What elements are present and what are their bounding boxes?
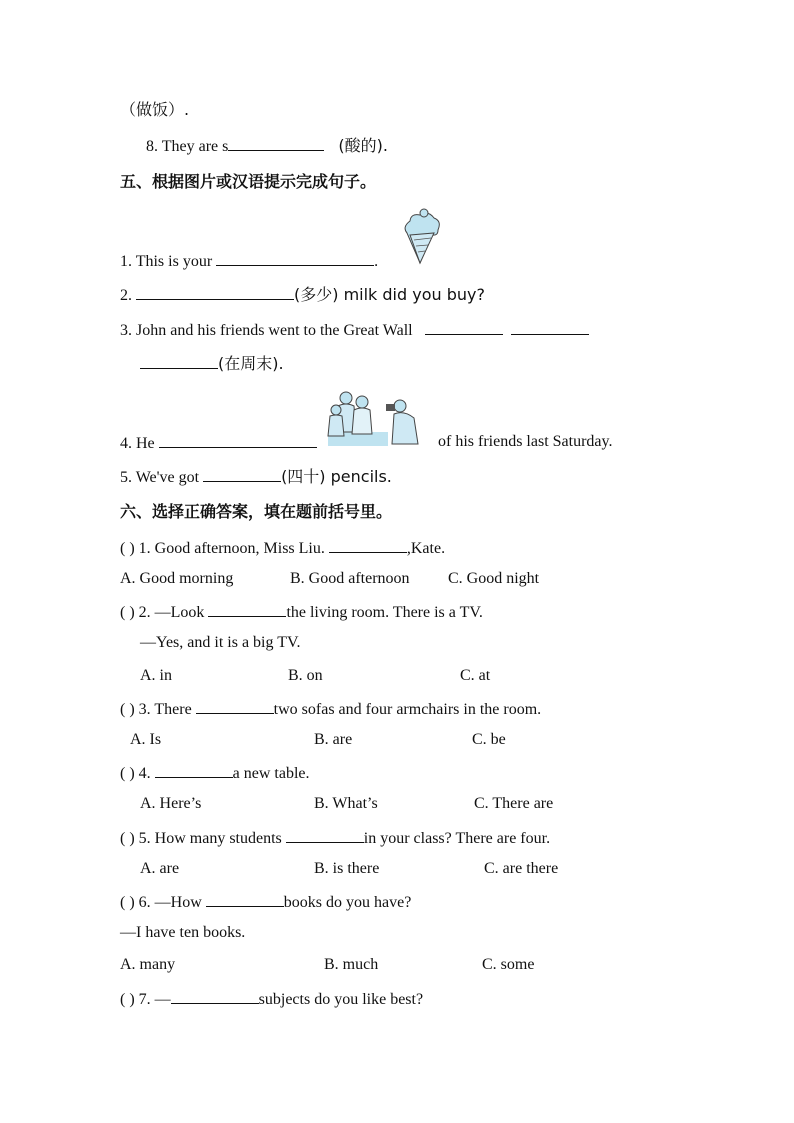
mc-question-stem-end: books do you have?	[283, 894, 412, 911]
s5-question-4-end: of his friends last Saturday.	[438, 433, 613, 450]
answer-blank[interactable]	[425, 319, 503, 335]
section-6-heading: 六、选择正确答案，填在题前括号里。	[120, 502, 393, 521]
mc-question-stem: ( ) 4.	[120, 765, 151, 782]
option-a[interactable]: A. Is	[130, 731, 162, 748]
question-8-hint: (酸的).	[338, 136, 388, 155]
mc-question-7	[120, 988, 423, 1010]
option-b[interactable]: B. What’s	[314, 795, 378, 812]
answer-blank[interactable]	[196, 698, 274, 714]
s5-question-4-text: 4. He	[120, 435, 155, 452]
s5-question-1	[120, 250, 378, 272]
answer-blank[interactable]	[286, 827, 364, 843]
answer-blank[interactable]	[329, 537, 407, 553]
dialogue-reply: —Yes, and it is a big TV.	[140, 634, 301, 651]
option-b[interactable]: B. on	[288, 667, 323, 684]
mc-question-1	[120, 537, 445, 559]
option-c[interactable]: C. are there	[484, 860, 559, 877]
mc-question-2	[120, 601, 483, 623]
s5-question-4	[120, 432, 317, 454]
option-b[interactable]: B. are	[314, 731, 353, 748]
option-a[interactable]: A. Here’s	[140, 795, 202, 812]
s5-question-3-hint: (在周末).	[218, 354, 284, 373]
s5-question-3	[120, 319, 589, 341]
ice-cream-cone-picture	[398, 205, 444, 267]
mc-question-4	[120, 762, 310, 784]
dialogue-reply: —I have ten books.	[120, 924, 246, 941]
s5-question-2	[120, 284, 485, 306]
option-c[interactable]: C. some	[482, 956, 535, 973]
mc-question-stem: ( ) 7. —	[120, 991, 171, 1008]
option-b[interactable]: B. is there	[314, 860, 380, 877]
option-c[interactable]: C. There are	[474, 795, 554, 812]
mc-question-stem: ( ) 5. How many students	[120, 830, 282, 847]
answer-blank[interactable]	[159, 432, 317, 448]
answer-blank[interactable]	[140, 353, 218, 369]
s5-question-3-cont	[140, 353, 284, 375]
option-a[interactable]: A. Good morning	[120, 570, 234, 587]
s5-question-2-number: 2.	[120, 287, 132, 304]
option-c[interactable]: C. Good night	[448, 570, 540, 587]
mc-question-stem-end: in your class? There are four.	[363, 830, 551, 847]
option-b[interactable]: B. much	[324, 956, 379, 973]
s5-question-5	[120, 466, 392, 488]
s5-question-3-text: 3. John and his friends went to the Great Wall	[120, 322, 413, 339]
mc-question-stem-end: two sofas and four armchairs in the room.	[273, 701, 542, 718]
option-a[interactable]: A. many	[120, 956, 176, 973]
mc-question-3	[120, 698, 541, 720]
answer-blank[interactable]	[206, 891, 284, 907]
question-8	[146, 135, 388, 157]
section-5-heading: 五、根据图片或汉语提示完成句子。	[120, 172, 377, 191]
answer-blank[interactable]	[228, 135, 324, 151]
answer-blank[interactable]	[136, 284, 294, 300]
mc-question-stem-end: a new table.	[232, 765, 310, 782]
s5-question-5-hint: (四十) pencils.	[281, 467, 392, 486]
mc-question-stem: ( ) 1. Good afternoon, Miss Liu.	[120, 540, 325, 557]
option-c[interactable]: C. at	[460, 667, 491, 684]
mc-question-stem: ( ) 3. There	[120, 701, 192, 718]
prev-question-tail: （做饭）.	[120, 100, 190, 119]
mc-question-stem-end: the living room. There is a TV.	[286, 604, 483, 621]
answer-blank[interactable]	[203, 466, 281, 482]
mc-question-stem: ( ) 6. —How	[120, 894, 202, 911]
answer-blank[interactable]	[171, 988, 259, 1004]
answer-blank[interactable]	[511, 319, 589, 335]
option-b[interactable]: B. Good afternoon	[290, 570, 410, 587]
answer-blank[interactable]	[155, 762, 233, 778]
answer-blank[interactable]	[208, 601, 286, 617]
mc-question-6	[120, 891, 411, 913]
s5-question-1-text: 1. This is your	[120, 253, 213, 270]
mc-question-stem-end: ,Kate.	[406, 540, 446, 557]
mc-question-5	[120, 827, 550, 849]
mc-question-stem-end: subjects do you like best?	[258, 991, 424, 1008]
taking-photos-picture	[324, 388, 422, 448]
option-a[interactable]: A. in	[140, 667, 172, 684]
question-8-text: 8. They are s	[146, 138, 229, 155]
s5-question-1-period: .	[374, 253, 379, 270]
mc-question-stem: ( ) 2. —Look	[120, 604, 205, 621]
s5-question-2-hint: (多少) milk did you buy?	[294, 285, 485, 304]
s5-question-5-text: 5. We've got	[120, 469, 200, 486]
option-a[interactable]: A. are	[140, 860, 180, 877]
answer-blank[interactable]	[216, 250, 374, 266]
option-c[interactable]: C. be	[472, 731, 506, 748]
